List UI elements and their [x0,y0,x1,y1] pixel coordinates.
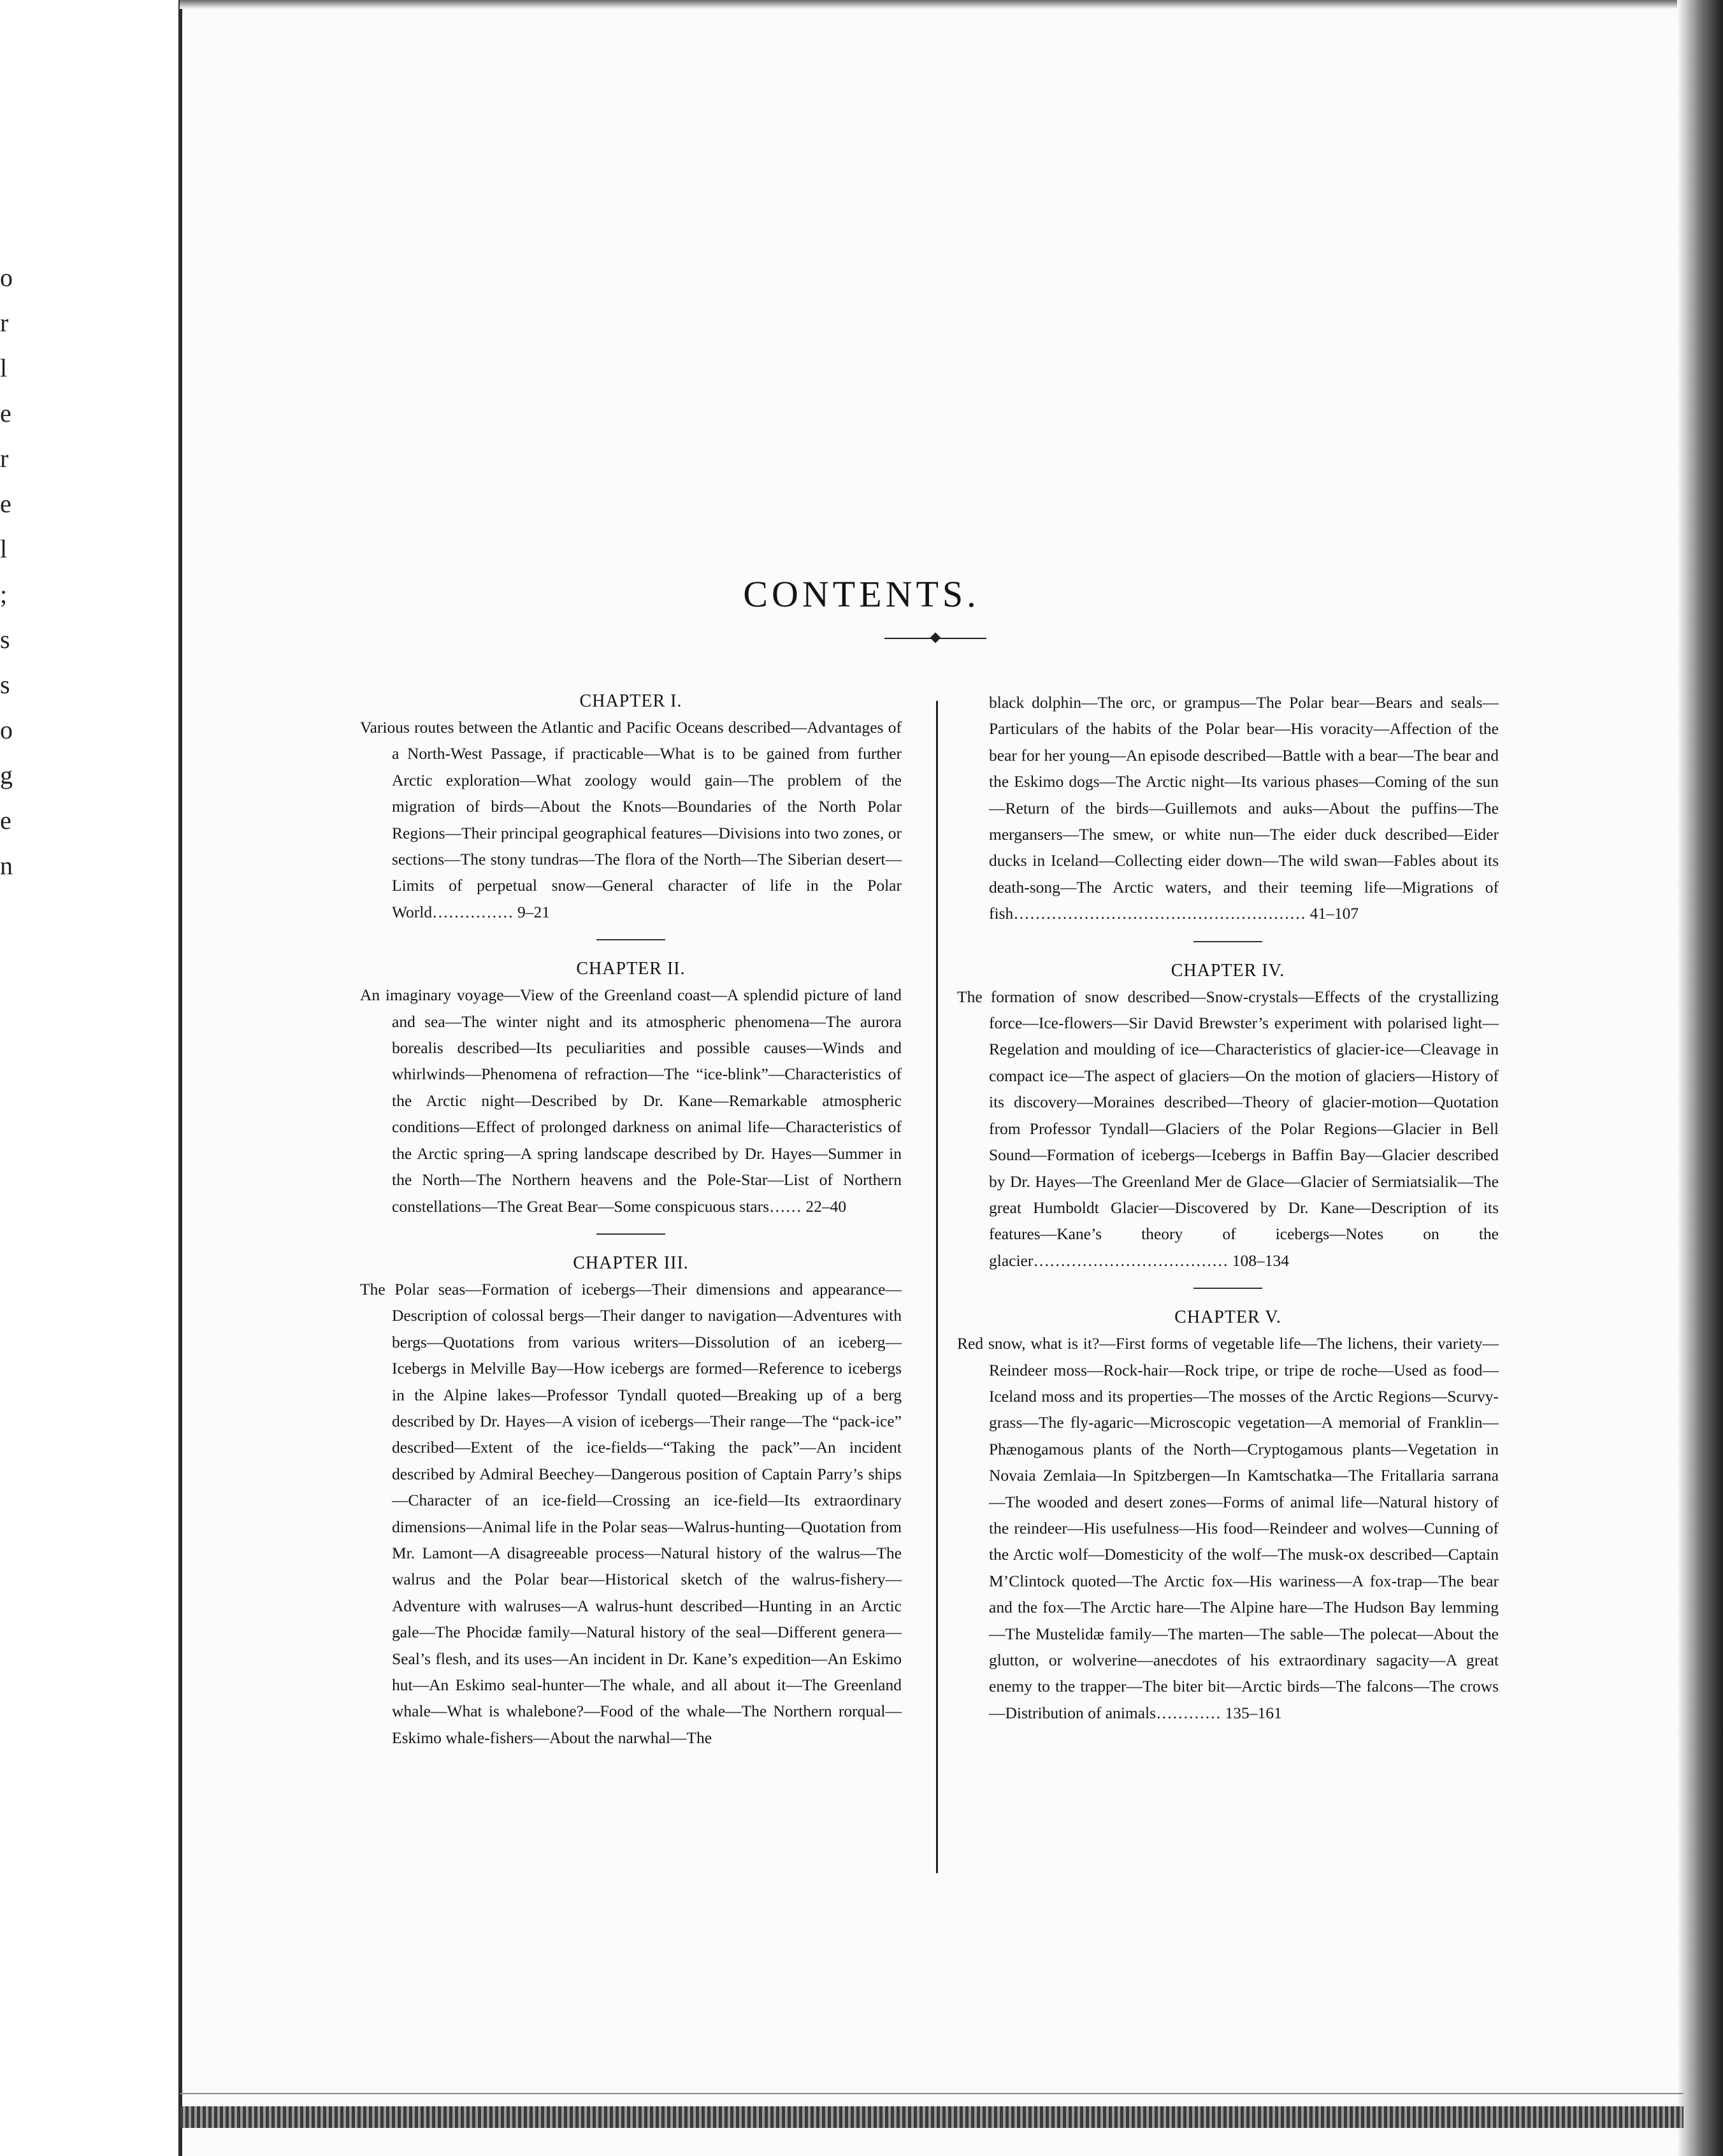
chapter-summary-continued: black dolphin—The orc, or grampus—The Polar bear—Bears and seals—Particulars of the habits of the Polar bear—His voracity—Affection of the bear for her young—An episode described—Battle with a bear—The bear and the Eskimo dogs—The Arctic night—Its various phases—Coming of the sun—Return of the birds—Guillemots and auks—About the puffins—The mergansers—The smew, or white nun—The eider duck described—Eider ducks in Iceland—Collecting eider down—The wild swan—Fables about its death-song—The Arctic waters, and their teeming life—Migrations of fish……………………………………………… 41–107 [989,693,1499,923]
chapter-3-entry [360,1250,902,1751]
page-title: CONTENTS. [743,573,980,615]
chapter-summary: The Polar seas—Formation of icebergs—Their dimensions and appearance—Description of colossal bergs—Their danger to navigation—Adventures with bergs—Quotations from various writers—Dissolution of an iceberg—Icebergs in Melville Bay—How icebergs are formed—Reference to icebergs in the Alpine lakes—Professor Tyndall quoted—Breaking up of a berg described by Dr. Hayes—A vision of icebergs—Their range—The “pack-ice” described—Extent of the ice-fields—“Taking the pack”—An incident described by Admiral Beechey—Dangerous position of Captain Parry’s ships—Character of an ice-field—Crossing an ice-field—Its extraordinary dimensions—Animal life in the Polar seas—Walrus-hunting—Quotation from Mr. Lamont—A disagreeable process—Natural history of the walrus—The walrus and the Polar bear—Historical sketch of the walrus-fishery—Adventure with walruses—A walrus-hunt described—Hunting in an Arctic gale—The Phocidæ family—Natural history of the seal—Different genera—Seal’s flesh, and its uses—An incident in Dr. Kane’s expedition—An Eskimo hut—An Eskimo seal-hunter—The whale, and all about it—The Greenland whale—What is whalebone?—Food of the whale—The Northern rorqual—Eskimo whale-fishers—About the narwhal—The [360,1279,902,1747]
page-bottom-edge [180,2106,1683,2128]
chapter-heading: CHAPTER I. [579,691,682,711]
chapter-heading: CHAPTER II. [576,959,686,979]
page-range: 108–134 [1232,1251,1289,1270]
chapter-summary: Various routes between the Atlantic and Pacific Oceans described—Advantages of a North-West Passage, if practicable—What is to be gained from further Arctic exploration—What zoology would gain—The problem of the migration of birds—About the Knots—Boundaries of the North Polar Regions—Their principal geographical features—Divisions into two zones, or sections—The stony tundras—The flora of the North—The Siberian desert—Limits of perpetual snow—General character of life in the Polar World…………… 9–21 [360,718,902,921]
page-top-edge [180,0,1696,9]
chapter-heading: CHAPTER V. [1174,1307,1281,1328]
page-right-edge [1677,0,1723,2156]
title-ornament [884,637,986,640]
chapter-heading: CHAPTER IV. [1171,960,1285,981]
diamond-icon [930,633,941,643]
column-divider [936,701,938,1873]
contents-column-left [360,688,902,1751]
page-range: 9–21 [517,902,550,921]
chapter-summary: An imaginary voyage—View of the Greenland coast—A splendid picture of land and sea—The winter night and its atmospheric phenomena—The aurora borealis described—Its peculiarities and possible causes—Winds and whirlwinds—Phenomena of refraction—The “ice-blink”—Characteristics of the Arctic night—Described by Dr. Kane—Remarkable atmospheric conditions—Effect of prolonged darkness on animal life—Characteristics of the Arctic spring—A spring landscape described by Dr. Hayes—Summer in the North—The Northern heavens and the Pole-Star—List of Northern constellations—The Great Bear—Some conspicuous stars…… 22–40 [360,986,902,1216]
chapter-5-entry [957,1304,1499,1726]
chapter-3-continued [957,689,1499,927]
chapter-separator [596,1233,665,1235]
chapter-heading: CHAPTER III. [573,1253,689,1273]
page-range: 41–107 [1309,904,1359,923]
page-range: 22–40 [805,1197,847,1216]
chapter-separator [596,939,665,940]
chapter-2-entry [360,956,902,1219]
chapter-summary: The formation of snow described—Snow-crystals—Effects of the crystallizing force—Ice-flowers—Sir David Brewster’s experiment with polarised light—Regelation and moulding of ice—Characteristics of glacier-ice—Cleavage in compact ice—The aspect of glaciers—On the motion of glaciers—History of its discovery—Moraines described—Theory of glacier-motion—Quotation from Professor Tyndall—Glaciers of the Polar Regions—Glacier in Bell Sound—Formation of icebergs—Icebergs in Baffin Bay—Glacier described by Dr. Hayes—The Greenland Mer de Glace—Glacier of Sermiatsialik—The great Humboldt Glacier—Discovered by Dr. Kane—Description of its features—Kane’s theory of icebergs—Notes on the glacier……………………………… 108–134 [957,987,1499,1270]
book-binding-gutter [178,0,182,2156]
contents-column-right [957,689,1499,1726]
chapter-1-entry [360,688,902,925]
page-bottom-rule [180,2093,1683,2094]
chapter-separator [1193,1288,1262,1289]
facing-page-text-fragment: o r l e r e l ; s s o g e n [0,263,13,880]
chapter-summary: Red snow, what is it?—First forms of vegetable life—The lichens, their variety—Reindeer moss—Rock-hair—Rock tripe, or tripe de roche—Used as food—Iceland moss and its properties—The mosses of the Arctic Regions—Scurvy-grass—The fly-agaric—Microscopic vegetation—A memorial of Franklin—Phænogamous plants of the North—Cryptogamous plants—Vegetation in Novaia Zemlaia—In Spitzbergen—In Kamtschatka—The Fritallaria sarrana—The wooded and desert zones—Forms of animal life—Natural history of the reindeer—His usefulness—His food—Reindeer and wolves—Cunning of the Arctic wolf—Domesticity of the wolf—The musk-ox described—Captain M’Clintock quoted—The Arctic fox—His wariness—A fox-trap—The bear and the fox—The Arctic hare—The Alpine hare—The Hudson Bay lemming—The Mustelidæ family—The marten—The sable—The polecat—About the glutton, or wolverine—anecdotes of his extraordinary sagacity—A great enemy to the trapper—The biter bit—Arctic birds—The falcons—The crows—Distribution of animals………… 135–161 [957,1334,1499,1722]
chapter-separator [1193,941,1262,942]
page-range: 135–161 [1225,1703,1282,1722]
chapter-4-entry [957,958,1499,1274]
facing-page-margin [0,0,180,2156]
